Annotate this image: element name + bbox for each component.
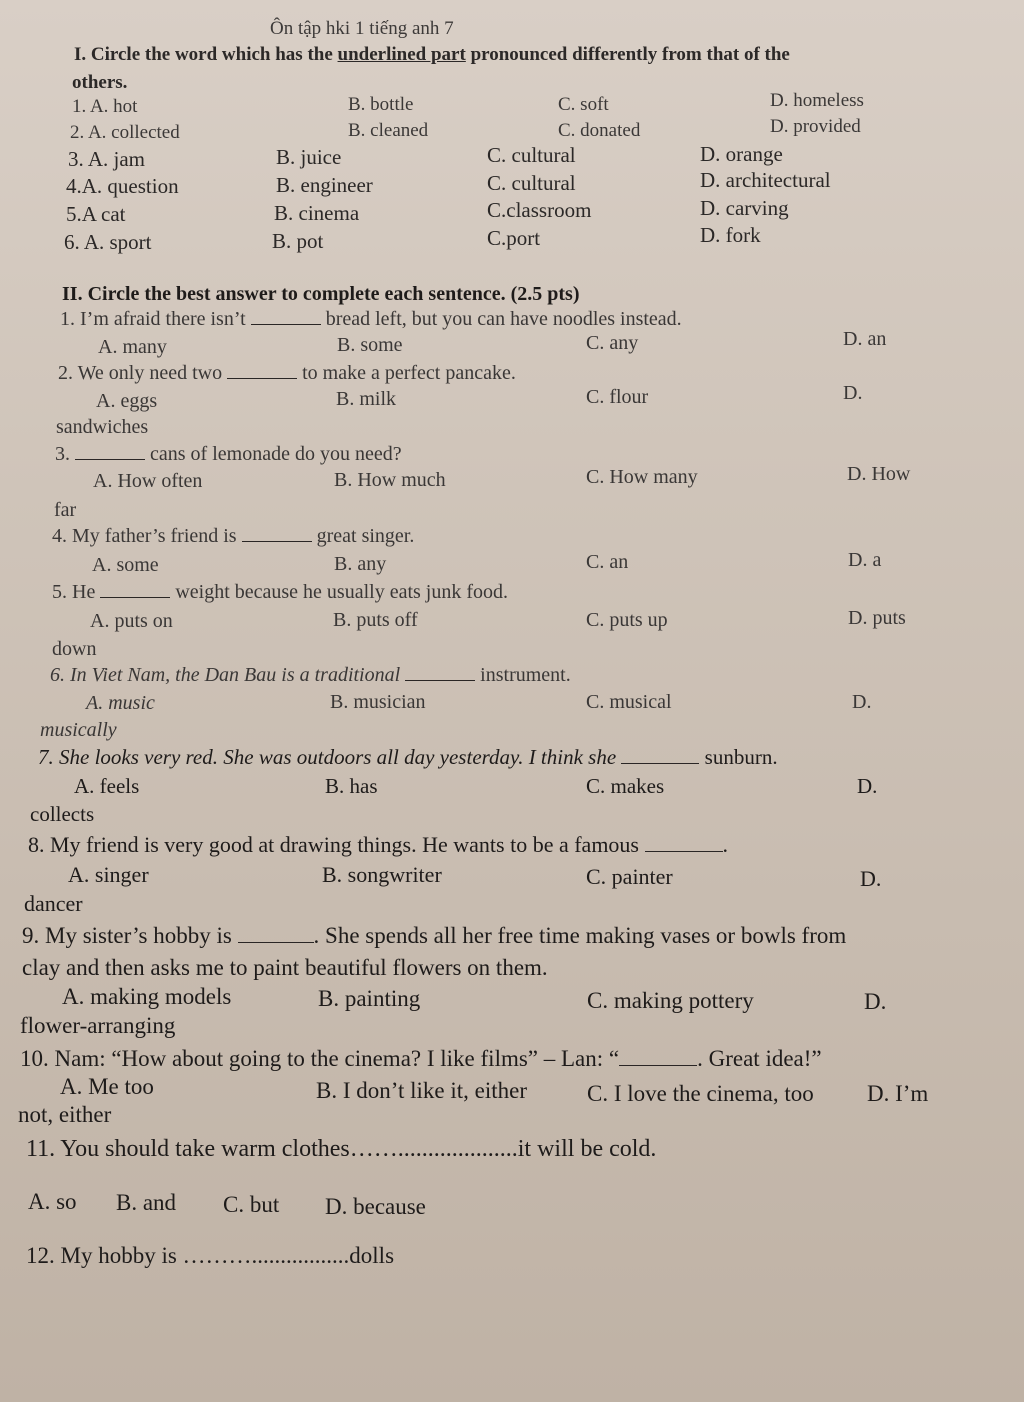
p2-q2-option-a[interactable]: A. eggs xyxy=(96,390,158,412)
part1-heading-line2: others. xyxy=(72,72,128,93)
p2-q8-blank[interactable] xyxy=(645,851,723,852)
p2-q5-option-b[interactable]: B. puts off xyxy=(333,609,418,631)
p1-q1-option-d[interactable]: D. homeless xyxy=(770,90,864,111)
p1-q5-option-d[interactable]: D. carving xyxy=(700,196,789,220)
p2-q2-option-d-wrap: sandwiches xyxy=(56,416,149,438)
p2-q3-option-b[interactable]: B. How much xyxy=(334,469,446,491)
p2-q10-option-d[interactable]: D. I’m xyxy=(867,1081,929,1106)
p2-q5-blank[interactable] xyxy=(100,597,170,598)
p2-q6-option-a[interactable]: A. music xyxy=(86,692,155,714)
p1-q4-option-a[interactable]: 4.A. question xyxy=(66,174,179,198)
p2-q4-blank[interactable] xyxy=(242,541,312,542)
p2-q3-option-a[interactable]: A. How often xyxy=(93,470,203,492)
p2-q10-option-a[interactable]: A. Me too xyxy=(60,1074,154,1099)
p1-q6-option-d[interactable]: D. fork xyxy=(700,223,761,247)
p2-q8-question: 8. My friend is very good at drawing things. He wants to be a famous . xyxy=(28,832,728,857)
p2-q2-blank[interactable] xyxy=(227,378,297,379)
p2-q7-blank[interactable] xyxy=(621,763,699,764)
p2-q9-option-a[interactable]: A. making models xyxy=(62,984,232,1009)
p2-q3-option-d[interactable]: D. How xyxy=(847,463,911,485)
p2-q11-option-a[interactable]: A. so xyxy=(28,1189,77,1214)
p2-q9-option-d-wrap: flower-arranging xyxy=(20,1013,176,1038)
p2-q3-option-d-wrap: far xyxy=(54,499,77,521)
p2-q9-question: 9. My sister’s hobby is . She spends all her free time making vases or bowls from xyxy=(22,923,847,948)
p2-q7-option-d-wrap: collects xyxy=(30,802,95,826)
p2-q6-option-d-wrap: musically xyxy=(40,719,117,741)
p2-q9-option-c[interactable]: C. making pottery xyxy=(587,988,754,1013)
p2-q7-option-a[interactable]: A. feels xyxy=(74,774,140,798)
p1-q5-option-c[interactable]: C.classroom xyxy=(487,198,592,222)
p2-q3-blank[interactable] xyxy=(75,459,145,460)
p1-q5-option-a[interactable]: 5.A cat xyxy=(66,202,126,226)
p2-q11-option-b[interactable]: B. and xyxy=(116,1190,177,1215)
p2-q1-blank[interactable] xyxy=(251,324,321,325)
p2-q10-blank[interactable] xyxy=(619,1065,697,1066)
p1-q1-option-b[interactable]: B. bottle xyxy=(348,94,414,115)
p1-q4-option-c[interactable]: C. cultural xyxy=(487,171,576,195)
p2-q1-question: 1. I’m afraid there isn’t bread left, but you can have noodles instead. xyxy=(60,308,682,330)
p1-q3-option-c[interactable]: C. cultural xyxy=(487,143,576,167)
p2-q9-blank[interactable] xyxy=(238,942,314,943)
p1-q3-option-a[interactable]: 3. A. jam xyxy=(68,147,145,171)
p2-q7-option-b[interactable]: B. has xyxy=(325,774,378,798)
p2-q2-option-c[interactable]: C. flour xyxy=(586,386,649,408)
p2-q9-option-d[interactable]: D. xyxy=(864,989,887,1014)
p2-q1-option-c[interactable]: C. any xyxy=(586,332,639,354)
p2-q11-blank[interactable]: …….................... xyxy=(349,1136,518,1162)
p2-q12-blank[interactable]: ………................. xyxy=(182,1243,350,1268)
p2-q4-option-a[interactable]: A. some xyxy=(92,554,159,576)
part2-heading: II. Circle the best answer to complete each sentence. (2.5 pts) xyxy=(62,283,580,305)
p2-q1-option-b[interactable]: B. some xyxy=(337,334,403,356)
p1-q4-option-d[interactable]: D. architectural xyxy=(700,168,831,192)
p1-q6-option-a[interactable]: 6. A. sport xyxy=(64,230,152,254)
p2-q6-question: 6. In Viet Nam, the Dan Bau is a traditional instrument. xyxy=(50,664,571,686)
p1-q2-option-c[interactable]: C. donated xyxy=(558,120,641,141)
p2-q5-option-d-wrap: down xyxy=(52,638,97,660)
p1-q2-option-d[interactable]: D. provided xyxy=(770,116,861,137)
p2-q8-option-a[interactable]: A. singer xyxy=(68,862,149,887)
p2-q5-question: 5. He weight because he usually eats junk food. xyxy=(52,581,509,603)
p2-q10-option-c[interactable]: C. I love the cinema, too xyxy=(587,1081,814,1106)
p2-q11-option-d[interactable]: D. because xyxy=(325,1194,426,1219)
p2-q9-option-b[interactable]: B. painting xyxy=(318,986,421,1011)
p1-q2-option-b[interactable]: B. cleaned xyxy=(348,120,429,141)
p2-q7-option-d[interactable]: D. xyxy=(857,774,878,798)
p2-q8-option-d[interactable]: D. xyxy=(860,866,882,891)
p2-q5-option-a[interactable]: A. puts on xyxy=(90,610,173,632)
p2-q9-question-line2: clay and then asks me to paint beautiful flowers on them. xyxy=(22,955,548,980)
p1-q6-option-b[interactable]: B. pot xyxy=(272,229,324,253)
p2-q2-question: 2. We only need two to make a perfect pancake. xyxy=(58,362,516,384)
p2-q6-option-c[interactable]: C. musical xyxy=(586,691,672,713)
p2-q4-option-d[interactable]: D. a xyxy=(848,549,882,571)
p2-q3-question: 3. cans of lemonade do you need? xyxy=(55,443,402,465)
p2-q8-option-c[interactable]: C. painter xyxy=(586,864,673,889)
p2-q7-question: 7. She looks very red. She was outdoors all day yesterday. I think she sunburn. xyxy=(38,745,778,769)
p2-q4-option-c[interactable]: C. an xyxy=(586,551,629,573)
p1-q3-option-b[interactable]: B. juice xyxy=(276,145,342,169)
p2-q6-blank[interactable] xyxy=(405,680,475,681)
p2-q8-option-b[interactable]: B. songwriter xyxy=(322,862,442,887)
p2-q10-question: 10. Nam: “How about going to the cinema? I like films” – Lan: “ . Great idea!” xyxy=(20,1046,822,1071)
p2-q6-option-d[interactable]: D. xyxy=(852,691,872,713)
p1-q1-option-c[interactable]: C. soft xyxy=(558,94,609,115)
p2-q1-option-d[interactable]: D. an xyxy=(843,328,887,350)
p2-q11-option-c[interactable]: C. but xyxy=(223,1192,280,1217)
page-title: Ôn tập hki 1 tiếng anh 7 xyxy=(270,18,454,39)
p2-q8-option-d-wrap: dancer xyxy=(24,891,83,916)
p2-q12-question: 12. My hobby is ……….................dolls xyxy=(26,1243,395,1268)
p2-q4-question: 4. My father’s friend is great singer. xyxy=(52,525,415,547)
part1-heading: I. Circle the word which has the underlined part pronounced differently from that of the xyxy=(74,44,790,65)
p2-q6-option-b[interactable]: B. musician xyxy=(330,691,426,713)
p1-q2-option-a[interactable]: 2. A. collected xyxy=(70,122,180,143)
p1-q4-option-b[interactable]: B. engineer xyxy=(276,173,373,197)
p2-q5-option-d[interactable]: D. puts xyxy=(848,607,906,629)
p2-q10-option-b[interactable]: B. I don’t like it, either xyxy=(316,1078,528,1103)
p1-q5-option-b[interactable]: B. cinema xyxy=(274,201,360,225)
p2-q10-option-d-wrap: not, either xyxy=(18,1102,112,1127)
p2-q1-option-a[interactable]: A. many xyxy=(98,336,167,358)
p2-q4-option-b[interactable]: B. any xyxy=(334,553,387,575)
p2-q2-option-b[interactable]: B. milk xyxy=(336,388,397,410)
p1-q1-option-a[interactable]: 1. A. hot xyxy=(72,96,138,117)
p2-q7-option-c[interactable]: C. makes xyxy=(586,774,665,798)
p2-q11-question: 11. You should take warm clothes……....................it will be cold. xyxy=(26,1136,657,1162)
p2-q3-option-c[interactable]: C. How many xyxy=(586,466,698,488)
p1-q3-option-d[interactable]: D. orange xyxy=(700,142,783,166)
p2-q5-option-c[interactable]: C. puts up xyxy=(586,609,668,631)
p2-q2-option-d[interactable]: D. xyxy=(843,382,863,404)
p1-q6-option-c[interactable]: C.port xyxy=(487,226,541,250)
